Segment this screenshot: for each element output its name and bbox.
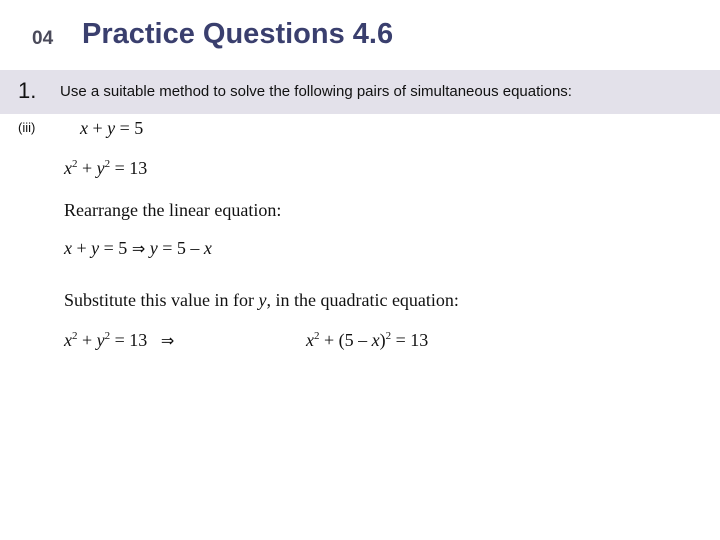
rearrange-instruction: Rearrange the linear equation: [64, 200, 282, 220]
var-y: y [107, 118, 116, 138]
linear-equation [80, 118, 143, 139]
eq-text: = 5 [99, 238, 128, 258]
rearranged-equation [64, 238, 212, 259]
eq-text: + [88, 118, 108, 138]
var-y: y [96, 158, 105, 178]
substitute-instruction [64, 290, 459, 311]
text-fragment: Substitute this value in for [64, 290, 259, 310]
page-title: Practice Questions 4.6 [82, 18, 394, 50]
question-instruction: Use a suitable method to solve the following pairs of simultaneous equations: [60, 83, 572, 100]
exponent: 2 [385, 330, 392, 342]
substitution-right-equation [306, 330, 428, 351]
var-x: x [80, 118, 88, 138]
eq-text: + [77, 330, 97, 350]
substitution-left-equation [64, 330, 174, 351]
part-label: (iii) [18, 120, 36, 135]
var-y: y [91, 238, 100, 258]
eq-text: + [77, 158, 97, 178]
eq-text: = 5 – [157, 238, 204, 258]
var-x: x [64, 158, 72, 178]
implies-arrow-icon: ⇒ [160, 331, 175, 350]
eq-text: ) [379, 330, 386, 350]
chapter-number: 04 [32, 28, 54, 49]
question-number: 1. [18, 78, 37, 103]
quadratic-equation [64, 158, 147, 179]
exponent: 2 [314, 330, 320, 342]
var-y: y [96, 330, 105, 350]
eq-text: = 5 [115, 118, 144, 138]
text-fragment: , in the quadratic equation: [266, 290, 459, 310]
eq-text: = 13 [391, 330, 429, 350]
eq-text: + (5 – [319, 330, 372, 350]
var-x: x [371, 330, 380, 350]
exponent: 2 [104, 158, 111, 170]
implies-arrow-icon: ⇒ [131, 239, 146, 258]
exponent: 2 [72, 330, 78, 342]
eq-text: + [72, 238, 92, 258]
var-x: x [64, 238, 72, 258]
eq-text: = 13 [110, 158, 148, 178]
var-y: y [149, 238, 158, 258]
exponent: 2 [72, 158, 78, 170]
var-x: x [203, 238, 212, 258]
var-x: x [64, 330, 72, 350]
exponent: 2 [104, 330, 111, 342]
var-x: x [306, 330, 314, 350]
eq-text: = 13 [110, 330, 148, 350]
var-y: y [258, 290, 267, 310]
